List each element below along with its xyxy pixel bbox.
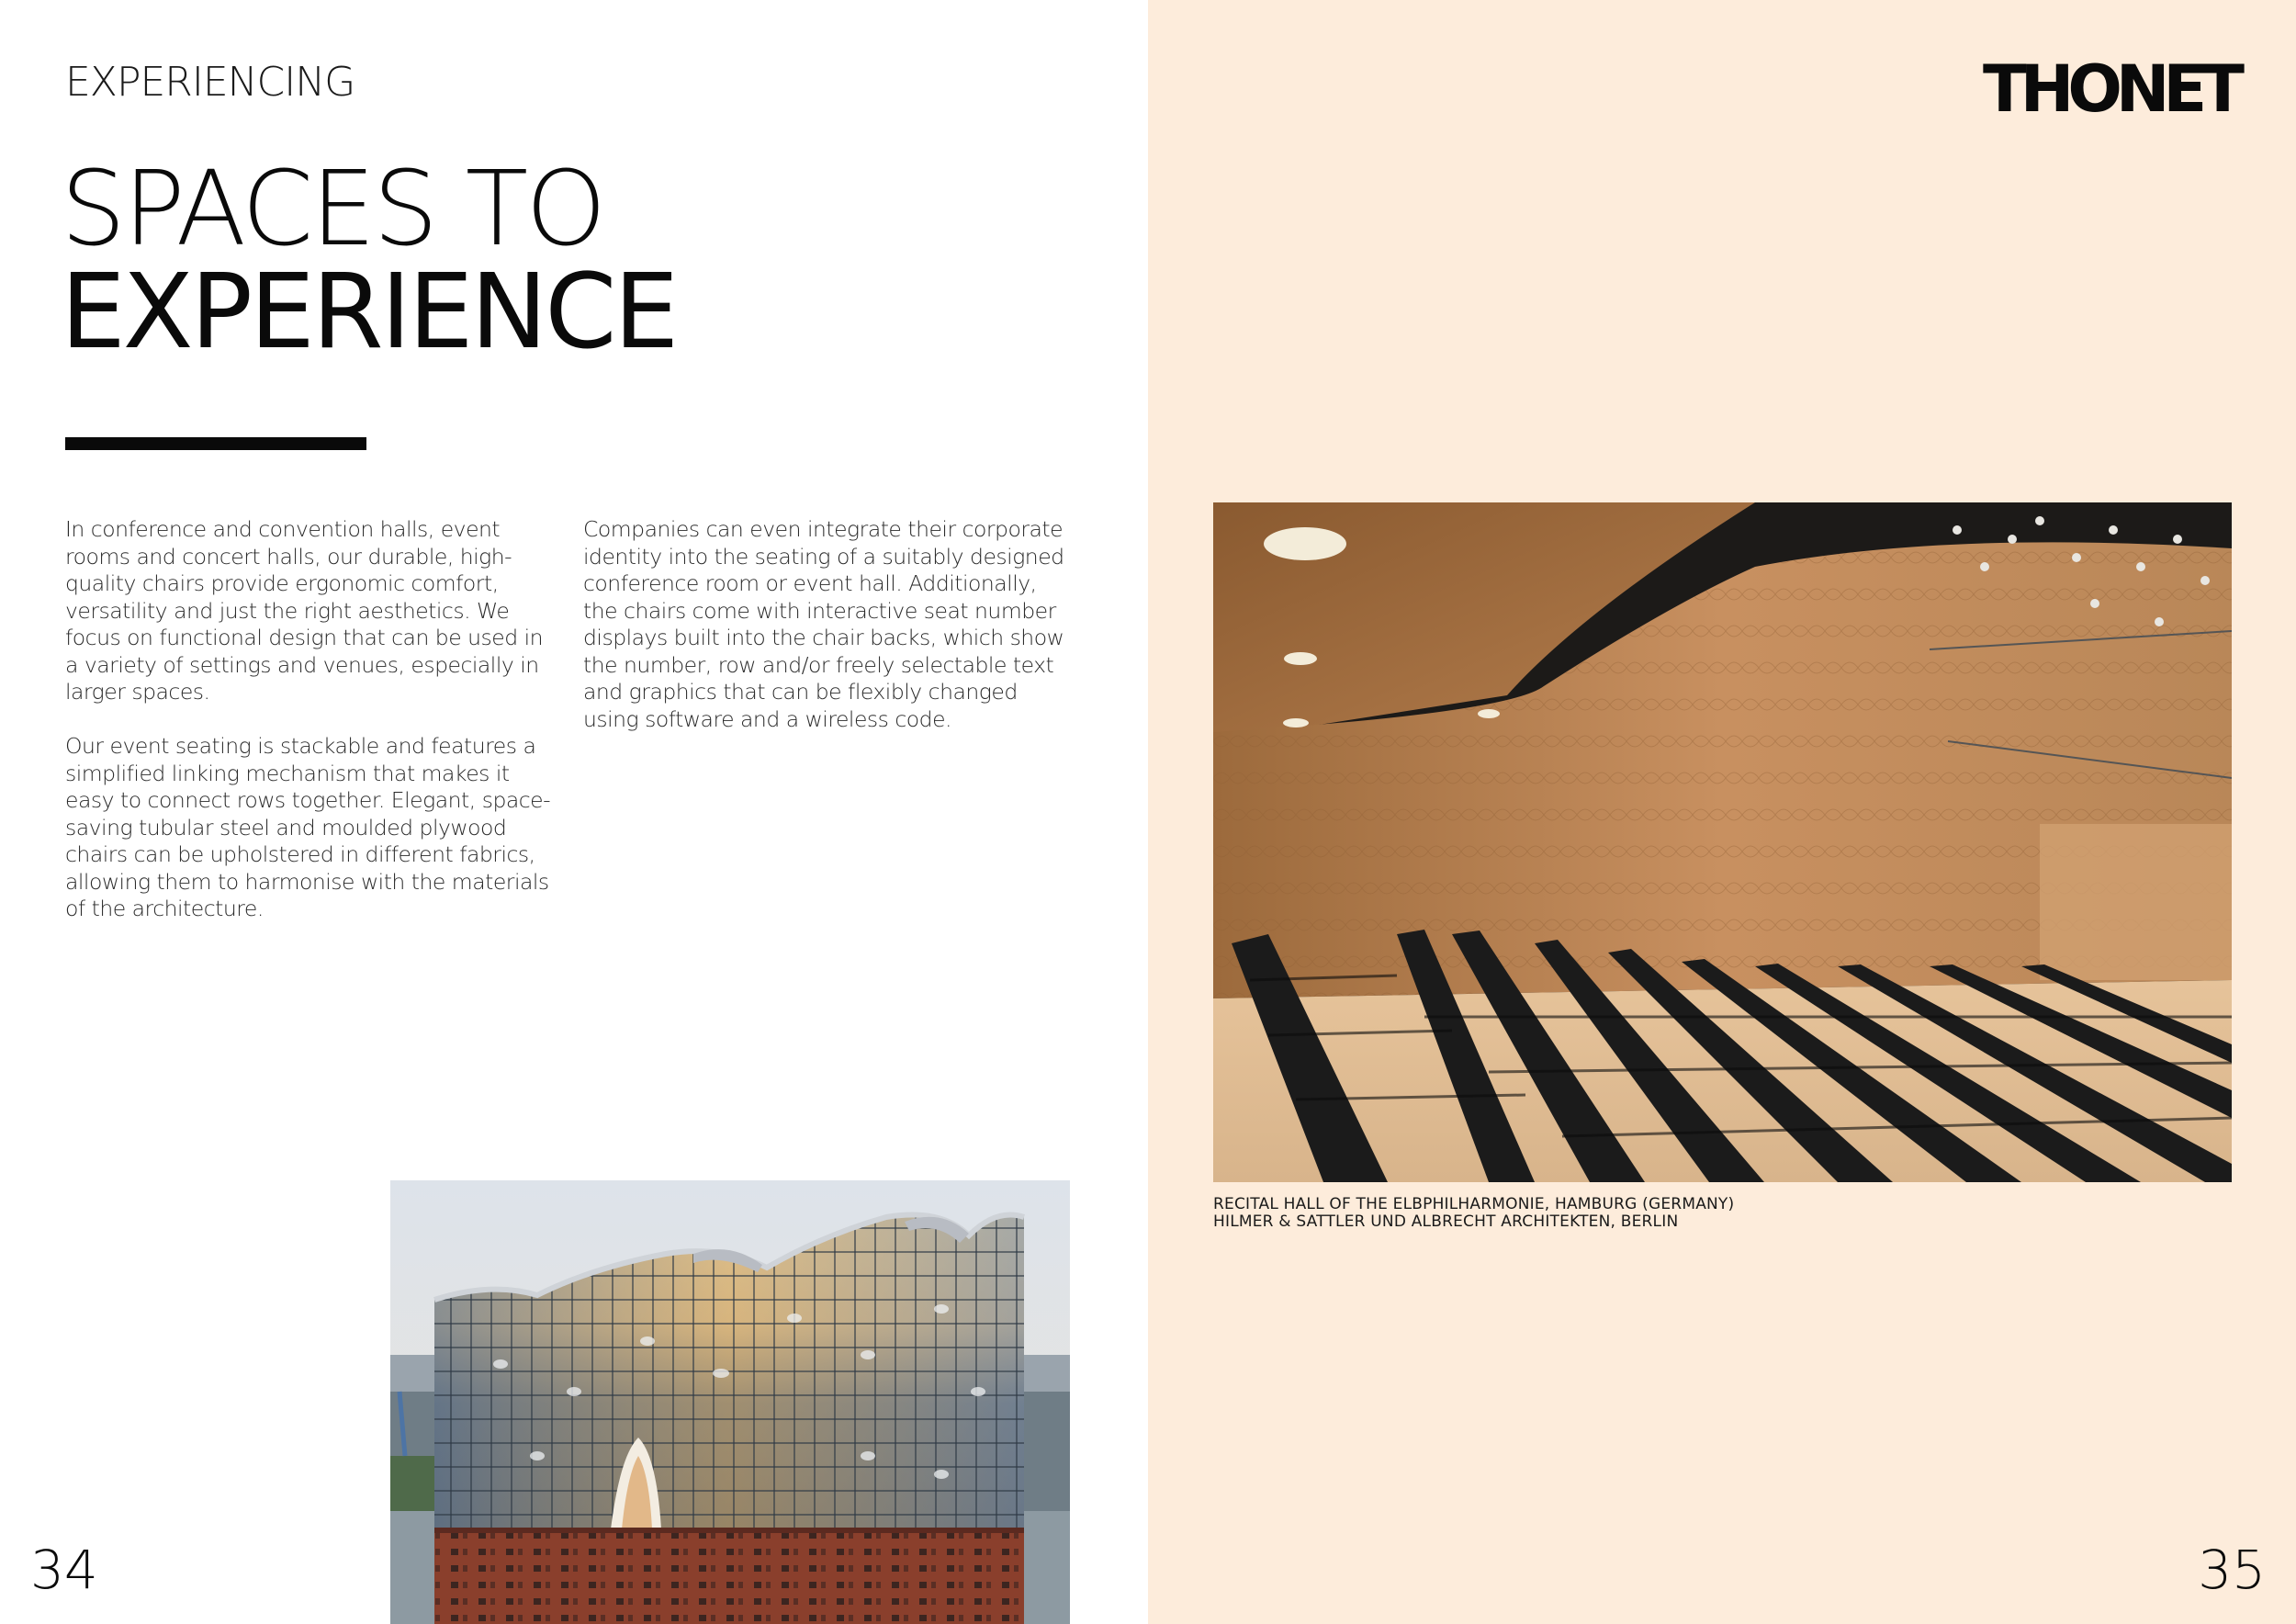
page-headline (61, 150, 677, 372)
body-column-b (583, 516, 1070, 761)
paragraph: Companies can even integrate their corporate identity into the seating of a suitably designed conference room or event hall. Additionally, the chairs come with interactive seat number displays built into the chair backs, which show the number, row and/or freely selectable text and graphics that can be flexibly changed using software and a wireless code. (583, 516, 1064, 732)
page-number-right: 35 (2198, 1539, 2266, 1601)
paragraph: In conference and convention halls, event rooms and concert halls, our durable, high-quality chairs provide ergonomic comfort, versatility and just the right aesthetics. We focus on functional design that can be used in a variety of settings and venues, especially in larger spaces. (65, 516, 544, 705)
page-number-left: 34 (30, 1539, 98, 1601)
building-photo (390, 1180, 1070, 1624)
body-column-a (65, 516, 552, 950)
headline-line-1: SPACES TO (61, 150, 604, 269)
headline-line-2: EXPERIENCE (61, 253, 677, 372)
right-page (1148, 0, 2296, 1624)
recital-hall-photo (1213, 502, 2232, 1182)
section-kicker: EXPERIENCING (65, 59, 355, 106)
caption-line-1: RECITAL HALL OF THE ELBPHILHARMONIE, HAMBURG (GERMANY) (1213, 1195, 1735, 1213)
caption-line-2: HILMER & SATTLER UND ALBRECHT ARCHITEKTEN, BERLIN (1213, 1212, 1679, 1231)
paragraph: Our event seating is stackable and features a simplified linking mechanism that makes it easy to connect rows together. Elegant, space-saving tubular steel and moulded plywood chairs can be upholstered in different fabrics, allowing them to harmonise with the materials of the architecture. (65, 733, 551, 921)
photo-caption (1213, 1196, 1734, 1231)
brand-logo: THONET (1983, 51, 2238, 127)
headline-rule (65, 437, 366, 450)
